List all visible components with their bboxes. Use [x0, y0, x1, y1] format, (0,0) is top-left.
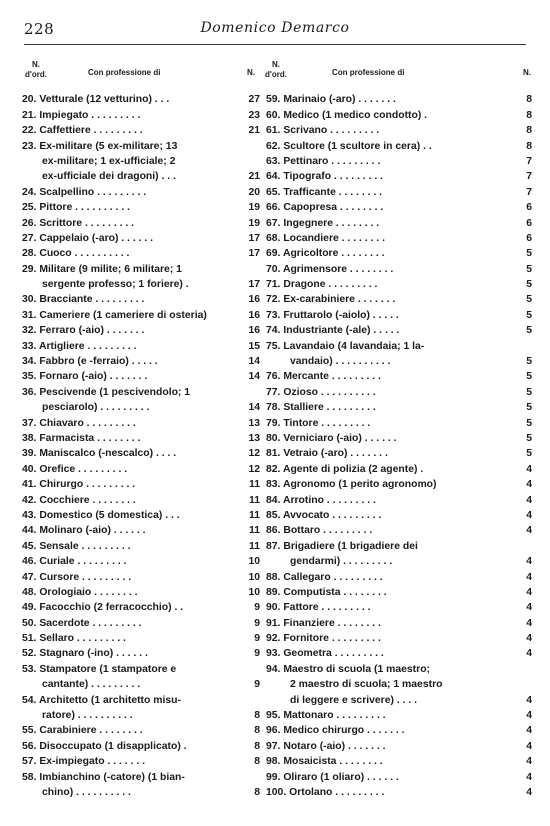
right-column: [266, 58, 532, 798]
table-row: [266, 367, 532, 382]
count-header: N.: [523, 68, 531, 77]
row-text: 26. Scrittore . . . . . . . . .: [22, 217, 135, 229]
row-count: 4: [526, 479, 532, 491]
row-text: 42. Cocchiere . . . . . . . .: [22, 494, 136, 506]
table-row: [266, 536, 532, 551]
row-text: 73. Fruttarolo (-aiolo) . . . . .: [266, 309, 399, 321]
row-text: 95. Mattonaro . . . . . . . . .: [266, 710, 386, 722]
row-text: 69. Agricoltore . . . . . . . .: [266, 248, 385, 260]
table-row: [22, 121, 263, 136]
row-text: 74. Industriante (-ale) . . . . .: [266, 325, 400, 337]
table-row: [22, 429, 263, 444]
left-column: [22, 58, 263, 798]
row-count: 13: [248, 417, 260, 429]
row-text: 23. Ex-militare (5 ex-militare; 13: [22, 140, 178, 152]
table-row: [266, 644, 532, 659]
row-text: 92. Fornitore . . . . . . . . .: [266, 633, 381, 645]
table-row: [22, 321, 263, 336]
row-text: 84. Arrotino . . . . . . . . .: [266, 494, 376, 506]
row-count: 4: [526, 740, 532, 752]
row-count: 5: [526, 263, 532, 275]
table-row: [22, 629, 263, 644]
table-row: [266, 413, 532, 428]
row-text: 62. Scultore (1 scultore in cera) . .: [266, 140, 432, 152]
row-text: 30. Bracciante . . . . . . . . .: [22, 294, 145, 306]
row-text: 25. Pittore . . . . . . . . . .: [22, 202, 130, 214]
row-count: 14: [248, 371, 260, 383]
table-row: [266, 136, 532, 151]
row-count: 11: [249, 525, 260, 537]
table-row: [22, 398, 263, 413]
table-row: [266, 382, 532, 397]
table-row: [266, 105, 532, 120]
row-count: 4: [526, 525, 532, 537]
table-row: [266, 398, 532, 413]
row-text: di leggere e scrivere) . . . .: [290, 694, 418, 706]
right-table-body: [266, 90, 532, 798]
row-text: 37. Chiavaro . . . . . . . . .: [22, 417, 136, 429]
row-text: 45. Sensale . . . . . . . . .: [22, 540, 131, 552]
table-row: [22, 198, 263, 213]
row-count: 17: [248, 232, 260, 244]
row-text: gendarmi) . . . . . . . . .: [290, 556, 393, 568]
row-count: 12: [248, 463, 260, 475]
row-count: 11: [249, 540, 260, 552]
table-row: [266, 690, 532, 705]
table-row: [266, 506, 532, 521]
row-text: 54. Architetto (1 architetto misu-: [22, 694, 181, 706]
row-count: 7: [526, 186, 532, 198]
row-text: 98. Mosaicista . . . . . . . .: [266, 756, 383, 768]
table-row: [22, 552, 263, 567]
row-text: 90. Fattore . . . . . . . . .: [266, 602, 371, 614]
row-count: 19: [248, 217, 260, 229]
table-row: [266, 444, 532, 459]
table-row: [266, 783, 532, 798]
running-title: Domenico Demarco: [200, 20, 350, 36]
table-row: [22, 659, 263, 674]
row-text: 61. Scrivano . . . . . . . . .: [266, 125, 380, 137]
table-row: [22, 229, 263, 244]
row-text: 51. Sellaro . . . . . . . . .: [22, 633, 126, 645]
row-text: 91. Finanziere . . . . . . . .: [266, 617, 381, 629]
table-row: [266, 336, 532, 351]
row-text: 97. Notaro (-aio) . . . . . . .: [266, 740, 386, 752]
row-text: 34. Fabbro (e -ferraio) . . . . .: [22, 356, 158, 368]
row-count: 6: [526, 232, 532, 244]
row-text: 86. Bottaro . . . . . . . . .: [266, 525, 373, 537]
row-text: 49. Facocchio (2 ferracocchio) . .: [22, 602, 184, 614]
table-row: [266, 659, 532, 674]
table-row: [266, 459, 532, 474]
row-count: 17: [248, 279, 260, 291]
row-count: 12: [248, 448, 260, 460]
table-row: [22, 736, 263, 751]
row-count: 4: [526, 756, 532, 768]
table-row: [22, 413, 263, 428]
table-row: [266, 629, 532, 644]
row-text: 21. Impiegato . . . . . . . . .: [22, 109, 141, 121]
row-count: 4: [526, 694, 532, 706]
row-text: 93. Geometra . . . . . . . . .: [266, 648, 384, 660]
table-row: [22, 213, 263, 228]
row-text: 72. Ex-carabiniere . . . . . . .: [266, 294, 396, 306]
table-row: [22, 336, 263, 351]
right-column-header: [266, 58, 532, 90]
row-count: 6: [526, 202, 532, 214]
table-row: [266, 767, 532, 782]
table-row: [22, 475, 263, 490]
count-header: N.: [247, 68, 255, 77]
table-row: [266, 567, 532, 582]
table-row: [266, 736, 532, 751]
row-count: 8: [254, 710, 260, 722]
table-row: [266, 429, 532, 444]
row-count: 5: [526, 371, 532, 383]
table-row: [22, 352, 263, 367]
table-row: [22, 275, 263, 290]
table-row: [266, 490, 532, 505]
row-count: 4: [526, 633, 532, 645]
row-count: 5: [526, 356, 532, 368]
row-text: 32. Ferraro (-aio) . . . . . . .: [22, 325, 145, 337]
left-column-header: [22, 58, 263, 90]
table-row: [22, 105, 263, 120]
row-count: 17: [248, 248, 260, 260]
row-text: 27. Cappelaio (-aro) . . . . . .: [22, 232, 154, 244]
row-count: 5: [526, 402, 532, 414]
row-text: 70. Agrimensore . . . . . . . .: [266, 263, 394, 275]
row-count: 21: [248, 171, 260, 183]
table-row: [266, 90, 532, 105]
row-text: 24. Scalpellino . . . . . . . . .: [22, 186, 147, 198]
row-count: 4: [526, 571, 532, 583]
table-row: [266, 198, 532, 213]
row-count: 8: [526, 140, 532, 152]
row-count: 11: [249, 509, 260, 521]
row-count: 4: [526, 509, 532, 521]
row-count: 11: [249, 479, 260, 491]
row-text: 94. Maestro di scuola (1 maestro;: [266, 663, 430, 675]
row-count: 5: [526, 248, 532, 260]
row-text: 52. Stagnaro (-ino) . . . . . .: [22, 648, 148, 660]
row-text: chino) . . . . . . . . . .: [42, 786, 131, 798]
row-text: 56. Disoccupato (1 disapplicato) .: [22, 740, 187, 752]
table-row: [266, 275, 532, 290]
row-text: 79. Tintore . . . . . . . . .: [266, 417, 371, 429]
row-text: 68. Locandiere . . . . . . . .: [266, 232, 385, 244]
table-row: [266, 321, 532, 336]
table-row: [266, 521, 532, 536]
row-text: 85. Avvocato . . . . . . . . .: [266, 509, 382, 521]
row-count: 10: [248, 586, 260, 598]
row-text: 67. Ingegnere . . . . . . . .: [266, 217, 380, 229]
header-rule: [24, 44, 526, 45]
row-text: 59. Marinaio (-aro) . . . . . . .: [266, 94, 396, 106]
table-row: [22, 690, 263, 705]
row-count: 23: [248, 109, 260, 121]
row-text: 48. Orologiaio . . . . . . . .: [22, 586, 138, 598]
row-count: 4: [526, 586, 532, 598]
row-count: 5: [526, 309, 532, 321]
table-row: [266, 182, 532, 197]
row-text: 60. Medico (1 medico condotto) .: [266, 109, 428, 121]
row-text: 88. Callegaro . . . . . . . . .: [266, 571, 383, 583]
table-row: [22, 721, 263, 736]
row-count: 5: [526, 417, 532, 429]
table-row: [22, 752, 263, 767]
table-row: [266, 167, 532, 182]
table-row: [266, 290, 532, 305]
row-count: 5: [526, 294, 532, 306]
row-text: ratore) . . . . . . . . . .: [42, 710, 133, 722]
running-header: [24, 20, 526, 42]
row-text: 57. Ex-impiegato . . . . . . .: [22, 756, 145, 768]
table-row: [266, 259, 532, 274]
table-row: [22, 706, 263, 721]
row-text: 71. Dragone . . . . . . . . .: [266, 279, 378, 291]
row-text: ex-militare; 1 ex-ufficiale; 2: [42, 155, 176, 167]
row-count: 6: [526, 217, 532, 229]
profession-header: Con professione di: [332, 68, 405, 77]
row-count: 5: [526, 325, 532, 337]
row-text: 38. Farmacista . . . . . . . .: [22, 432, 141, 444]
row-text: 55. Carabiniere . . . . . . . .: [22, 725, 143, 737]
row-text: 65. Trafficante . . . . . . . .: [266, 186, 383, 198]
table-row: [22, 644, 263, 659]
row-count: 27: [248, 94, 260, 106]
row-text: 36. Pescivende (1 pescivendolo; 1: [22, 386, 191, 398]
row-count: 4: [526, 494, 532, 506]
row-text: 50. Sacerdote . . . . . . . . .: [22, 617, 142, 629]
table-row: [266, 552, 532, 567]
row-count: 10: [248, 571, 260, 583]
row-count: 10: [248, 556, 260, 568]
row-count: 8: [526, 94, 532, 106]
table-row: [266, 598, 532, 613]
row-count: 4: [526, 556, 532, 568]
table-row: [266, 152, 532, 167]
row-text: 82. Agente di polizia (2 agente) .: [266, 463, 424, 475]
row-text: 100. Ortolano . . . . . . . . .: [266, 786, 385, 798]
row-text: 87. Brigadiere (1 brigadiere dei: [266, 540, 418, 552]
row-count: 20: [248, 186, 260, 198]
row-text: sergente professo; 1 foriere) .: [42, 279, 189, 291]
row-text: 29. Militare (9 milite; 6 militare; 1: [22, 263, 182, 275]
row-count: 9: [254, 633, 260, 645]
row-text: 28. Cuoco . . . . . . . . . .: [22, 248, 130, 260]
row-text: 43. Domestico (5 domestica) . . .: [22, 509, 180, 521]
left-table-body: [22, 90, 263, 798]
table-row: [266, 213, 532, 228]
row-text: 2 maestro di scuola; 1 maestro: [290, 679, 443, 691]
table-row: [22, 382, 263, 397]
table-row: [22, 490, 263, 505]
row-text: 41. Chirurgo . . . . . . . . .: [22, 479, 136, 491]
table-row: [266, 721, 532, 736]
row-count: 15: [248, 340, 260, 352]
page-number: 228: [24, 20, 55, 38]
table-row: [266, 305, 532, 320]
row-text: 99. Oliraro (1 oliaro) . . . . . .: [266, 771, 399, 783]
row-count: 4: [526, 617, 532, 629]
table-row: [266, 583, 532, 598]
table-row: [22, 767, 263, 782]
table-row: [22, 459, 263, 474]
table-row: [266, 706, 532, 721]
row-text: 53. Stampatore (1 stampatore e: [22, 663, 177, 675]
row-text: pesciarolo) . . . . . . . . .: [42, 402, 150, 414]
table-row: [266, 244, 532, 259]
row-count: 11: [249, 494, 260, 506]
row-text: 96. Medico chirurgo . . . . . . .: [266, 725, 405, 737]
table-row: [22, 536, 263, 551]
table-row: [22, 583, 263, 598]
table-row: [266, 352, 532, 367]
row-count: 19: [248, 202, 260, 214]
row-text: 22. Caffettiere . . . . . . . . .: [22, 125, 143, 137]
row-text: cantante) . . . . . . . . .: [42, 679, 141, 691]
row-count: 4: [526, 648, 532, 660]
row-count: 8: [526, 125, 532, 137]
table-row: [22, 367, 263, 382]
row-text: 81. Vetraio (-aro) . . . . . . .: [266, 448, 388, 460]
row-text: 39. Maniscalco (-nescalco) . . . .: [22, 448, 177, 460]
table-row: [22, 506, 263, 521]
table-row: [266, 229, 532, 244]
table-row: [22, 305, 263, 320]
table-row: [22, 182, 263, 197]
table-row: [266, 121, 532, 136]
table-row: [22, 244, 263, 259]
row-count: 7: [526, 171, 532, 183]
row-text: 66. Capopresa . . . . . . . .: [266, 202, 384, 214]
row-count: 16: [248, 325, 260, 337]
row-text: 40. Orefice . . . . . . . . .: [22, 463, 128, 475]
row-text: 46. Curiale . . . . . . . . .: [22, 556, 127, 568]
row-count: 7: [526, 155, 532, 167]
row-count: 9: [254, 648, 260, 660]
table-row: [266, 752, 532, 767]
row-text: 83. Agronomo (1 perito agronomo): [266, 479, 437, 491]
row-count: 9: [254, 617, 260, 629]
row-count: 8: [254, 786, 260, 798]
row-count: 16: [248, 309, 260, 321]
table-row: [22, 90, 263, 105]
row-text: 78. Stalliere . . . . . . . . .: [266, 402, 376, 414]
row-count: 4: [526, 602, 532, 614]
row-count: 9: [254, 602, 260, 614]
table-row: [22, 783, 263, 798]
row-text: 44. Molinaro (-aio) . . . . . .: [22, 525, 146, 537]
table-row: [22, 613, 263, 628]
table-row: [22, 444, 263, 459]
table-row: [22, 167, 263, 182]
row-count: 5: [526, 279, 532, 291]
row-count: 13: [248, 432, 260, 444]
num-header: N. d'ord.: [25, 60, 47, 79]
table-row: [22, 136, 263, 151]
row-text: 58. Imbianchino (-catore) (1 bian-: [22, 771, 185, 783]
row-count: 4: [526, 463, 532, 475]
row-text: 89. Computista . . . . . . . .: [266, 586, 387, 598]
row-text: 20. Vetturale (12 vetturino) . . .: [22, 94, 170, 106]
table-row: [22, 521, 263, 536]
table-row: [22, 567, 263, 582]
row-text: 31. Cameriere (1 cameriere di osteria): [22, 309, 207, 321]
row-count: 8: [526, 109, 532, 121]
row-text: 64. Tipografo . . . . . . . . .: [266, 171, 384, 183]
row-count: 4: [526, 710, 532, 722]
profession-header: Con professione di: [88, 68, 161, 77]
row-text: 75. Lavandaio (4 lavandaia; 1 la-: [266, 340, 425, 352]
row-count: 14: [248, 356, 260, 368]
row-text: 35. Fornaro (-aio) . . . . . . .: [22, 371, 148, 383]
row-count: 4: [526, 771, 532, 783]
table-row: [266, 475, 532, 490]
table-row: [266, 613, 532, 628]
row-count: 21: [248, 125, 260, 137]
row-count: 5: [526, 448, 532, 460]
row-text: 47. Cursore . . . . . . . . .: [22, 571, 132, 583]
row-text: ex-ufficiale dei dragoni) . . .: [42, 171, 176, 183]
table-row: [22, 598, 263, 613]
row-count: 16: [248, 294, 260, 306]
row-text: 76. Mercante . . . . . . . . .: [266, 371, 381, 383]
row-text: 77. Ozioso . . . . . . . . . .: [266, 386, 376, 398]
row-count: 8: [254, 740, 260, 752]
row-count: 4: [526, 786, 532, 798]
row-count: 4: [526, 725, 532, 737]
table-row: [22, 152, 263, 167]
table-row: [266, 675, 532, 690]
row-count: 8: [254, 725, 260, 737]
row-count: 9: [254, 679, 260, 691]
row-text: 63. Pettinaro . . . . . . . . .: [266, 155, 381, 167]
table-row: [22, 259, 263, 274]
row-count: 5: [526, 432, 532, 444]
row-count: 5: [526, 386, 532, 398]
num-header: N. d'ord.: [265, 60, 287, 79]
table-row: [22, 675, 263, 690]
row-text: vandaio) . . . . . . . . . .: [290, 356, 391, 368]
table-row: [22, 290, 263, 305]
row-count: 8: [254, 756, 260, 768]
row-count: 14: [248, 402, 260, 414]
row-text: 80. Verniciaro (-aio) . . . . . .: [266, 432, 397, 444]
row-text: 33. Artigliere . . . . . . . . .: [22, 340, 137, 352]
